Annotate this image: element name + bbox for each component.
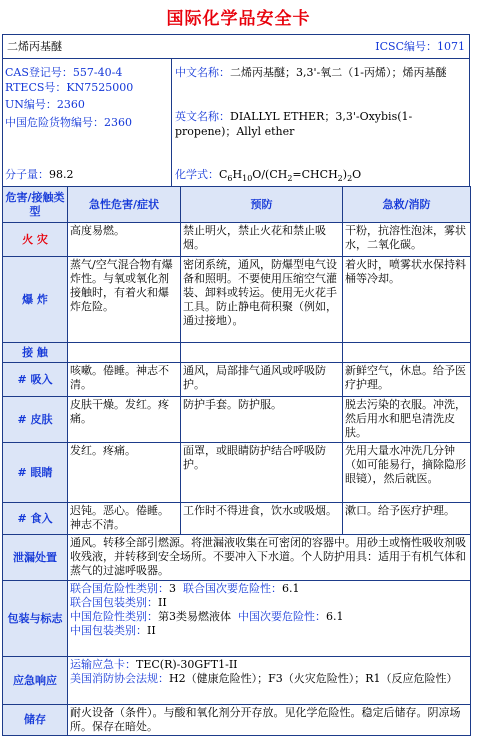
un-class-label: 联合国危险性类别： (70, 582, 169, 595)
name-bar (3, 35, 469, 59)
table-row-emergency (3, 657, 471, 705)
fire-symptom: 高度易燃。 (68, 223, 181, 257)
header-hazard-type: 危害/接触类型 (3, 187, 68, 223)
emergency-text (68, 657, 471, 705)
en-name-value: DIALLYL ETHER；3,3'-Oxybis(1-propene)；Allyl ether (175, 110, 413, 138)
ingest-aid: 漱口。给予医疗护理。 (343, 503, 471, 535)
inhale-symptom: 咳嗽。倦睡。神志不清。 (68, 363, 181, 397)
rtecs-number: RTECS号：KN7525000 (5, 81, 134, 94)
cn-sub-label: 中国次要危险性： (238, 610, 326, 623)
nfpa-label: 美国消防协会法规： (70, 672, 169, 685)
cat-fire: 火 灾 (3, 223, 68, 257)
cat-contact: 接 触 (3, 343, 68, 363)
un-pack-value: II (158, 596, 167, 609)
nfpa-value: H2（健康危险性）；F3（火灾危险性）；R1（反应危险性） (169, 672, 458, 685)
explosion-aid: 着火时，喷雾状水保持料桶等冷却。 (343, 257, 471, 343)
mw-label: 分子量： (5, 168, 49, 181)
table-row-spill (3, 535, 471, 581)
un-class-value: 3 (169, 582, 176, 595)
formula-label: 化学式： (175, 168, 219, 181)
eye-symptom: 发红。疼痛。 (68, 443, 181, 503)
table-row-contact (3, 343, 471, 363)
un-sub-value: 6.1 (282, 582, 300, 595)
column-divider (171, 59, 172, 189)
inhale-aid: 新鲜空气，休息。给予医疗护理。 (343, 363, 471, 397)
molecular-weight (5, 167, 74, 182)
eye-prevention: 面罩，或眼睛防护结合呼吸防护。 (181, 443, 343, 503)
cat-eye: # 眼睛 (3, 443, 68, 503)
transport-card-label: 运输应急卡： (70, 658, 136, 671)
contact-prevention (181, 343, 343, 363)
skin-aid: 脱去污染的衣服。冲洗，然后用水和肥皂清洗皮肤。 (343, 397, 471, 443)
cat-ingest: # 食入 (3, 503, 68, 535)
table-row-explosion (3, 257, 471, 343)
un-number: UN编号：2360 (5, 98, 85, 111)
icsc-number: ICSC编号：1071 (375, 40, 465, 53)
card-title: 国际化学品安全卡 (166, 9, 311, 29)
formula-value: $C_6H_{10}O/(CH_2=CHCH_2)_2O$ (219, 168, 362, 184)
table-row-inhale (3, 363, 471, 397)
fire-aid: 干粉，抗溶性泡沫，雾状水，二氧化碳。 (343, 223, 471, 257)
un-pack-label: 联合国包装类别： (70, 596, 158, 609)
table-row-ingest (3, 503, 471, 535)
cn-name-label: 中文名称： (175, 66, 230, 79)
packaging-text (68, 581, 471, 657)
explosion-symptom: 蒸气/空气混合物有爆炸性。与氧或氧化剂接触时，有着火和爆炸危险。 (68, 257, 181, 343)
cat-packaging: 包装与标志 (3, 581, 68, 657)
en-name-label: 英文名称： (175, 110, 230, 123)
cn-sub-value: 6.1 (326, 610, 344, 623)
chemical-formula (175, 167, 361, 186)
header-symptoms: 急性危害/症状 (68, 187, 181, 223)
skin-prevention: 防护手套。防护服。 (181, 397, 343, 443)
contact-aid (343, 343, 471, 363)
cat-emergency: 应急响应 (3, 657, 68, 705)
cn-pack-value: II (147, 624, 156, 637)
spill-text: 通风。转移全部引燃源。将泄漏液收集在可密闭的容器中。用砂土或惰性吸收剂吸收残液，并转移到安全场所。不要冲入下水道。个人防护用具：适用于有机气体和蒸气的过滤呼吸器。 (68, 535, 471, 581)
chemical-name: 二烯丙基醚 (7, 40, 62, 53)
cat-explosion: 爆 炸 (3, 257, 68, 343)
identity-panel (2, 34, 470, 188)
cn-danger-number: 中国危险货物编号：2360 (5, 116, 132, 129)
inhale-prevention: 通风，局部排气通风或呼吸防护。 (181, 363, 343, 397)
en-name (175, 109, 467, 139)
table-row-skin (3, 397, 471, 443)
eye-aid: 先用大量水冲洗几分钟（如可能易行，摘除隐形眼镜），然后就医。 (343, 443, 471, 503)
cat-spill: 泄漏处置 (3, 535, 68, 581)
table-row-eye (3, 443, 471, 503)
cn-class-value: 第3类易燃液体 (158, 610, 231, 623)
cat-inhale: # 吸入 (3, 363, 68, 397)
header-prevention: 预防 (181, 187, 343, 223)
cn-name-value: 二烯丙基醚；3,3'-氧二（1-丙烯）；烯丙基醚 (230, 66, 447, 79)
table-header-row (3, 187, 471, 223)
ingest-prevention: 工作时不得进食，饮水或吸烟。 (181, 503, 343, 535)
ingest-symptom: 迟钝。恶心。倦睡。神志不清。 (68, 503, 181, 535)
cat-skin: # 皮肤 (3, 397, 68, 443)
cn-pack-label: 中国包装类别： (70, 624, 147, 637)
table-row-storage (3, 705, 471, 736)
cn-name (175, 65, 467, 80)
explosion-prevention: 密闭系统，通风，防爆型电气设备和照明。不要使用压缩空气灌装、卸料或转运。使用无火花手工具。防止静电荷积聚（例如，通过接地）。 (181, 257, 343, 343)
table-row-packaging (3, 581, 471, 657)
header-first-aid: 急救/消防 (343, 187, 471, 223)
fire-prevention: 禁止明火，禁止火花和禁止吸烟。 (181, 223, 343, 257)
hazard-table (2, 186, 471, 736)
storage-text: 耐火设备（条件）。与酸和氧化剂分开存放。见化学危险性。稳定后储存。阴凉场所。保存在暗处。 (68, 705, 471, 736)
transport-card-value: TEC(R)-30GFT1-II (136, 658, 238, 671)
cas-number: CAS登记号：557-40-4 (5, 66, 123, 79)
contact-symptom (68, 343, 181, 363)
table-row-fire (3, 223, 471, 257)
cat-storage: 储存 (3, 705, 68, 736)
skin-symptom: 皮肤干燥。发红。疼痛。 (68, 397, 181, 443)
un-sub-label: 联合国次要危险性： (183, 582, 282, 595)
mw-value: 98.2 (49, 168, 74, 181)
cn-class-label: 中国危险性类别： (70, 610, 158, 623)
